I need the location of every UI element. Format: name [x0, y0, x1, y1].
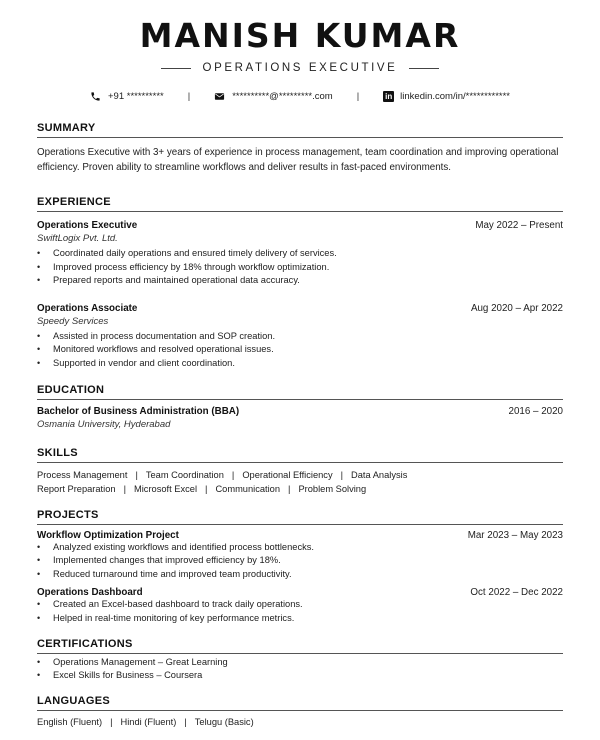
job-entry — [37, 220, 563, 288]
bullet-item: • Operations Management – Great Learning — [37, 656, 563, 670]
bullet-list — [37, 656, 563, 683]
email-address: **********@*********.com — [232, 90, 333, 102]
section-heading: PROJECTS — [37, 509, 563, 525]
skill-item: Process Management — [37, 469, 128, 480]
title-rule-right — [409, 68, 439, 69]
contact-separator: | — [187, 90, 191, 102]
languages-line: English (Fluent) | Hindi (Fluent) | Telugu (Basic) — [37, 716, 254, 727]
school-name: Osmania University, Hyderabad — [37, 418, 171, 430]
contact-separator: | — [356, 90, 360, 102]
language-item: Hindi (Fluent) — [120, 716, 177, 727]
candidate-name: MANISH KUMAR — [139, 16, 461, 55]
bullet-item: • Reduced turnaround time and improved team productivity. — [37, 568, 563, 582]
job-title-row — [37, 58, 563, 78]
skill-item: Microsoft Excel — [133, 483, 198, 494]
language-item: Telugu (Basic) — [194, 716, 254, 727]
bullet-item: • Prepared reports and maintained operational data accuracy. — [37, 274, 563, 288]
project-dates: Mar 2023 – May 2023 — [467, 529, 563, 541]
skill-item: Report Preparation — [37, 483, 116, 494]
bullet-item: • Implemented changes that improved efficiency by 18%. — [37, 554, 563, 568]
skills-line: Process Management | Team Coordination | Operational Efficiency | Data Analysis — [37, 469, 408, 480]
bullet-item: • Excel Skills for Business – Coursera — [37, 669, 563, 683]
linkedin-url: linkedin.com/in/************ — [400, 90, 510, 102]
project-dates: Oct 2022 – Dec 2022 — [470, 587, 563, 599]
job-entry-dates: May 2022 – Present — [475, 220, 563, 231]
skill-item: Operational Efficiency — [242, 469, 333, 480]
bullet-item: • Monitored workflows and resolved operational issues. — [37, 343, 563, 357]
contact-linkedin — [383, 91, 510, 102]
phone-icon — [90, 91, 101, 102]
section-heading: SKILLS — [37, 447, 563, 463]
bullet-item: • Improved process efficiency by 18% through workflow optimization. — [37, 261, 563, 275]
certifications-section — [37, 638, 563, 683]
skills-line: Report Preparation | Microsoft Excel | Communication | Problem Solving — [37, 483, 367, 494]
linkedin-icon: in — [385, 91, 393, 101]
language-item: English (Fluent) — [37, 716, 103, 727]
bullet-list — [37, 598, 563, 625]
bullet-item: • Supported in vendor and client coordination. — [37, 357, 563, 371]
contact-phone — [90, 91, 164, 102]
experience-section — [37, 196, 563, 371]
summary-section — [37, 122, 563, 175]
section-heading: EDUCATION — [37, 384, 563, 400]
education-dates: 2016 – 2020 — [508, 405, 563, 417]
section-heading: SUMMARY — [37, 122, 563, 138]
job-entry-dates: Aug 2020 – Apr 2022 — [470, 302, 563, 314]
bullet-item: • Helped in real-time monitoring of key performance metrics. — [37, 612, 563, 626]
bullet-list — [37, 330, 563, 371]
project-title: Operations Dashboard — [37, 587, 143, 599]
job-entry-title: Operations Associate — [37, 302, 138, 314]
job-entry — [37, 303, 563, 371]
company-name: Speedy Services — [37, 315, 109, 327]
job-title: OPERATIONS EXECUTIVE — [202, 62, 398, 74]
summary-text: Operations Executive with 3+ years of experience in process management, team coordination and improving operational efficiency. Proven ability to streamline workflows and deliver results in fast-paced environments. — [37, 147, 559, 173]
job-entry-title: Operations Executive — [37, 220, 138, 231]
bullet-item: • Coordinated daily operations and ensured timely delivery of services. — [37, 247, 563, 261]
project-title: Workflow Optimization Project — [37, 529, 179, 541]
phone-number: +91 ********** — [108, 90, 164, 102]
section-heading: EXPERIENCE — [37, 196, 563, 212]
degree-name: Bachelor of Business Administration (BBA) — [37, 405, 240, 417]
envelope-icon — [214, 91, 225, 102]
skill-item: Problem Solving — [298, 483, 367, 494]
skill-item: Communication — [215, 483, 281, 494]
project-entry — [37, 530, 563, 582]
bullet-item: • Assisted in process documentation and SOP creation. — [37, 330, 563, 344]
contact-email — [214, 91, 332, 102]
bullet-list — [37, 247, 563, 288]
company-name: SwiftLogix Pvt. Ltd. — [37, 233, 118, 244]
bullet-item: • Analyzed existing workflows and identified process bottlenecks. — [37, 541, 563, 555]
skill-item: Team Coordination — [145, 469, 224, 480]
section-heading: CERTIFICATIONS — [37, 638, 563, 654]
languages-section — [37, 695, 563, 727]
education-section — [37, 384, 563, 431]
project-entry — [37, 587, 563, 625]
skill-item: Data Analysis — [351, 469, 408, 480]
skills-section — [37, 447, 563, 496]
projects-section — [37, 509, 563, 626]
bullet-list — [37, 541, 563, 582]
contact-bar — [37, 88, 563, 104]
section-heading: LANGUAGES — [37, 695, 563, 711]
title-rule-left — [161, 68, 191, 69]
bullet-item: • Created an Excel-based dashboard to track daily operations. — [37, 598, 563, 612]
